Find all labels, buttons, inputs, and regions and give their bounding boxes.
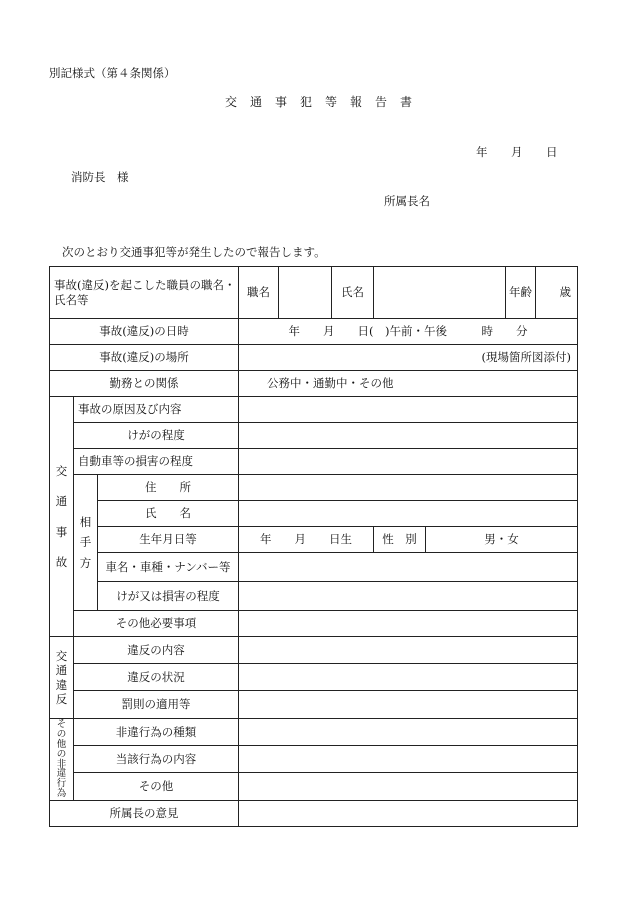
nonviolation-type-row — [50, 719, 578, 746]
other-row — [50, 773, 578, 801]
place-row — [50, 345, 578, 371]
party-car-label: 車名・車種・ナンバー等 — [98, 553, 239, 582]
job-title-field[interactable] — [279, 267, 332, 319]
party-car-field[interactable] — [239, 553, 578, 582]
penalty-row — [50, 691, 578, 719]
nonviolation-group-label: そ の 他 の 非 違 行 為 — [50, 719, 74, 801]
party-dob-field[interactable]: 年 月 日生 — [239, 527, 374, 553]
nonviolation-type-label: 非違行為の種類 — [74, 719, 239, 746]
act-content-field[interactable] — [239, 746, 578, 773]
injury-field[interactable] — [239, 423, 578, 449]
date-year: 年 — [476, 145, 488, 159]
place-field[interactable]: (現場箇所図添付) — [239, 345, 578, 371]
act-content-label: 当該行為の内容 — [74, 746, 239, 773]
injury-row — [50, 423, 578, 449]
duty-row — [50, 371, 578, 397]
duty-label: 勤務との関係 — [50, 371, 239, 397]
party-dob-label: 生年月日等 — [98, 527, 239, 553]
page-title: 交通事犯等報告書 — [225, 95, 426, 109]
chief-opinion-label: 所属長の意見 — [50, 801, 239, 827]
sender-label: 所属長名 — [384, 194, 430, 208]
party-injury-label: けが又は損害の程度 — [98, 582, 239, 611]
party-name-row — [50, 501, 578, 527]
party-address-field[interactable] — [239, 475, 578, 501]
employee-row — [50, 267, 578, 319]
duty-field[interactable]: 公務中・通勤中・その他 — [239, 371, 578, 397]
vehicle-damage-field[interactable] — [239, 449, 578, 475]
cause-field[interactable] — [239, 397, 578, 423]
violation-content-field[interactable] — [239, 637, 578, 664]
cause-label: 事故の原因及び内容 — [74, 397, 239, 423]
name-field[interactable] — [374, 267, 506, 319]
addressee: 消防長 様 — [71, 170, 129, 184]
datetime-field[interactable]: 年 月 日( )午前・午後 時 分 — [239, 319, 578, 345]
violation-status-row — [50, 664, 578, 691]
date-day: 日 — [546, 145, 558, 159]
chief-opinion-field[interactable] — [239, 801, 578, 827]
violation-group-label: 交 通 違 反 — [50, 637, 74, 719]
accident-group-label: 交 通 事 故 — [50, 397, 74, 637]
datetime-label: 事故(違反)の日時 — [50, 319, 239, 345]
nonviolation-type-field[interactable] — [239, 719, 578, 746]
party-address-row — [50, 475, 578, 501]
other-required-label: その他必要事項 — [74, 611, 239, 637]
name-label: 氏名 — [332, 267, 374, 319]
chief-opinion-row — [50, 801, 578, 827]
party-dob-row — [50, 527, 578, 553]
party-sex-label: 性 別 — [374, 527, 426, 553]
party-injury-field[interactable] — [239, 582, 578, 611]
other-label: その他 — [74, 773, 239, 801]
place-label: 事故(違反)の場所 — [50, 345, 239, 371]
violation-content-label: 違反の内容 — [74, 637, 239, 664]
party-address-label: 住 所 — [98, 475, 239, 501]
act-content-row — [50, 746, 578, 773]
date-month: 月 — [511, 145, 523, 159]
datetime-row — [50, 319, 578, 345]
injury-label: けがの程度 — [74, 423, 239, 449]
party-car-row — [50, 553, 578, 582]
style-note: 別記様式（第４条関係） — [49, 66, 176, 80]
party-sex-field[interactable]: 男・女 — [426, 527, 578, 553]
party-group-label: 相 手 方 — [74, 475, 98, 611]
cause-row — [50, 397, 578, 423]
age-field[interactable]: 歳 — [536, 267, 578, 319]
job-title-label: 職名 — [239, 267, 279, 319]
intro-text: 次のとおり交通事犯等が発生したので報告します。 — [62, 245, 326, 259]
other-required-row — [50, 611, 578, 637]
violation-content-row — [50, 637, 578, 664]
employee-label: 事故(違反)を起こした職員の職名・氏名等 — [50, 267, 239, 319]
violation-status-label: 違反の状況 — [74, 664, 239, 691]
party-name-label: 氏 名 — [98, 501, 239, 527]
party-injury-row — [50, 582, 578, 611]
report-form-table — [49, 266, 578, 827]
vehicle-damage-label: 自動車等の損害の程度 — [74, 449, 239, 475]
violation-status-field[interactable] — [239, 664, 578, 691]
penalty-field[interactable] — [239, 691, 578, 719]
vehicle-damage-row — [50, 449, 578, 475]
party-name-field[interactable] — [239, 501, 578, 527]
penalty-label: 罰則の適用等 — [74, 691, 239, 719]
other-required-field[interactable] — [239, 611, 578, 637]
age-label: 年齢 — [506, 267, 536, 319]
other-field[interactable] — [239, 773, 578, 801]
